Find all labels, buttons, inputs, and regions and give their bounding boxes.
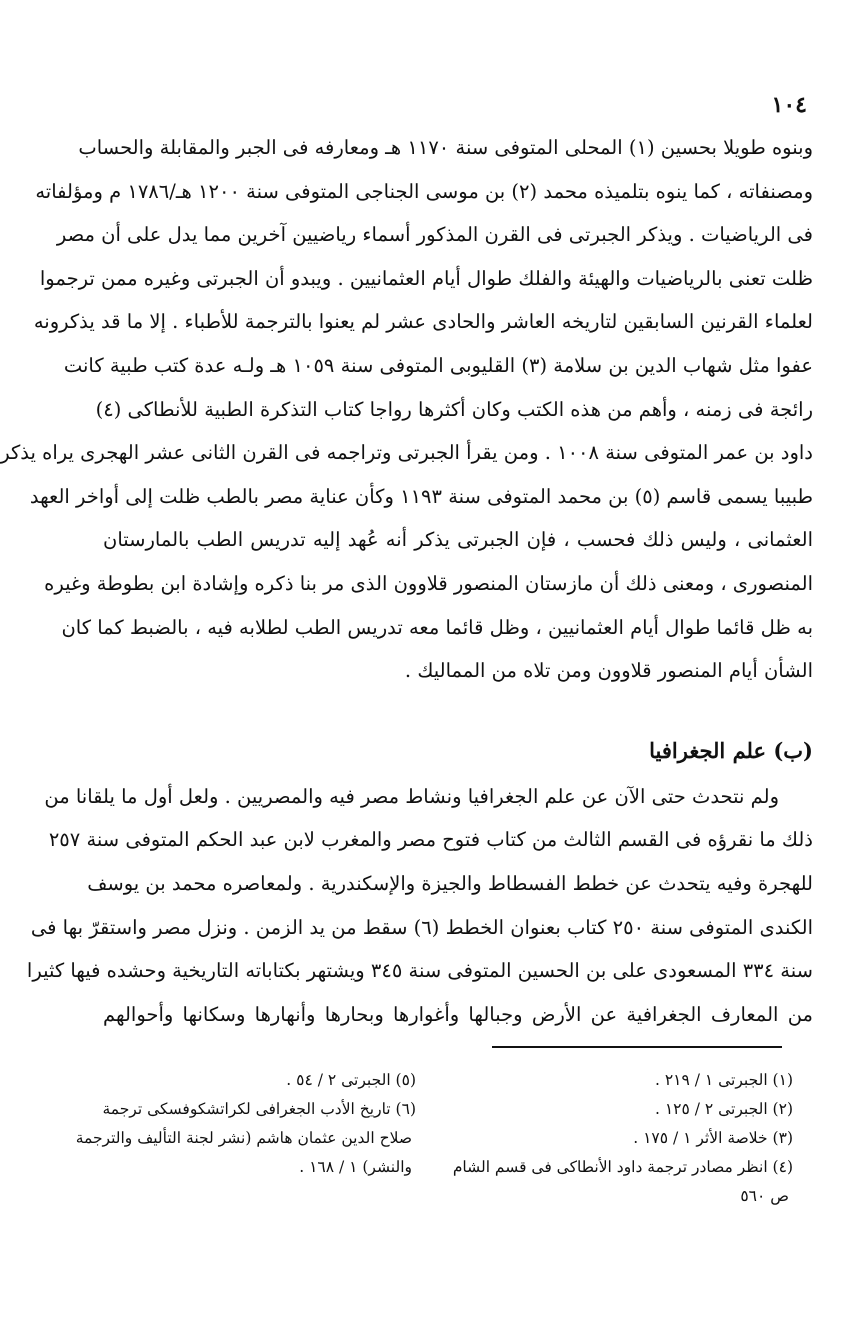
text-line: فى الرياضيات . ويذكر الجبرتى فى القرن المذكور أسماء رياضيين آخرين مما يدل على أن مصر [56, 223, 813, 247]
footnote-6: (٦) تاريخ الأدب الجغرافى لكراتشكوفسكى ترجمة [102, 1100, 416, 1118]
footnotes-right-column [453, 1066, 793, 1211]
text-line: الشأن أيام المنصور قلاوون ومن تلاه من المماليك . [404, 659, 813, 683]
text-line: للهجرة وفيه يتحدث عن خطط الفسطاط والجيزة والإسكندرية . ولمعاصره محمد بن يوسف [87, 871, 813, 895]
footnote-2: (٢) الجبرتى ٢ / ١٢٥ . [654, 1100, 793, 1118]
text-line: لعلماء القرنين السابقين لتاريخه العاشر والحادى عشر لم يعنوا بالترجمة للأطباء . إلا ما قد يذكرونه [33, 310, 813, 334]
text-line: عفوا مثل شهاب الدين بن سلامة (٣) القليوبى المتوفى سنة ١٠٥٩ هـ ولـه عدة كتب طبية كانت [63, 353, 813, 377]
page-number: ١٠٤ [771, 92, 807, 118]
footnote-4: (٤) انظر مصادر ترجمة داود الأنطاكى فى قسم الشام [452, 1158, 793, 1176]
text-line: من المعارف الجغرافية عن الأرض وجبالها وأغوارها وبحارها وأنهارها وسكانها وأحوالهم [103, 1002, 813, 1026]
footnote-6-continuation: والنشر) ١ / ١٦٨ . [299, 1158, 412, 1176]
footnote-1: (١) الجبرتى ١ / ٢١٩ . [654, 1071, 793, 1089]
footnote-5: (٥) الجبرتى ٢ / ٥٤ . [286, 1071, 416, 1089]
text-line: رائجة فى زمنه ، وأهم من هذه الكتب وكان أكثرها رواجا كتاب التذكرة الطبية للأنطاكى (٤) [95, 397, 813, 421]
footnote-3: (٣) خلاصة الأثر ١ / ١٧٥ . [633, 1129, 793, 1147]
text-line: به ظل قائما طوال أيام العثمانيين ، وظل قائما معه تدريس الطب لطلابه فيه ، بالضبط كما كان [61, 615, 813, 639]
text-line: وبنوه طويلا بحسين (١) المحلى المتوفى سنة ١١٧٠ هـ ومعارفه فى الجبر والمقابلة والحساب [78, 136, 813, 159]
footnote-divider [492, 1046, 782, 1048]
text-line: داود بن عمر المتوفى سنة ١٠٠٨ . ومن يقرأ الجبرتى وتراجمه فى القرن الثانى عشر الهجرى يراه يذكر [0, 441, 813, 465]
text-line: ظلت تعنى بالرياضيات والهيئة والفلك طوال أيام العثمانيين . ويبدو أن الجبرتى وغيره ممن ترجموا [39, 266, 813, 290]
text-line: ذلك ما نقرؤه فى القسم الثالث من كتاب فتوح مصر والمغرب لابن عبد الحكم المتوفى سنة ٢٥٧ [48, 828, 813, 852]
text-line: ولم نتحدث حتى الآن عن علم الجغرافيا ونشاط مصر فيه والمصريين . ولعل أول ما يلقانا من [44, 784, 779, 808]
text-line: طبيبا يسمى قاسم (٥) بن محمد المتوفى سنة ١١٩٣ وكأن عناية مصر بالطب ظلت إلى أواخر العهد [29, 484, 813, 508]
footnotes-left-column [76, 1066, 416, 1182]
text-line: سنة ٣٣٤ المسعودى على بن الحسين المتوفى سنة ٣٤٥ ويشتهر بكتاباته التاريخية وحشده فيها كثيرا [26, 959, 813, 983]
section-heading: (ب) علم الجغرافيا [649, 737, 813, 763]
text-line: ومصنفاته ، كما ينوه بتلميذه محمد (٢) بن موسى الجناجى المتوفى سنة ١٢٠٠ هـ/١٧٨٦ م ومؤلفاته [35, 179, 813, 203]
text-line: العثمانى ، وليس ذلك فحسب ، فإن الجبرتى يذكر أنه عُهد إليه تدريس الطب بالمارستان [103, 528, 813, 552]
footnote-6-continuation: صلاح الدين عثمان هاشم (نشر لجنة التأليف والترجمة [75, 1129, 412, 1147]
footnote-4-continuation: ص ٥٦٠ [740, 1187, 789, 1205]
body-text [0, 126, 813, 1036]
text-line: المنصورى ، ومعنى ذلك أن مازستان المنصور قلاوون الذى مر بنا ذكره وإشادة ابن بطوطة وغيره [44, 571, 813, 595]
text-line: الكندى المتوفى سنة ٢٥٠ كتاب بعنوان الخطط (٦) سقط من يد الزمن . ونزل مصر واستقرّ بها فى [30, 915, 813, 939]
